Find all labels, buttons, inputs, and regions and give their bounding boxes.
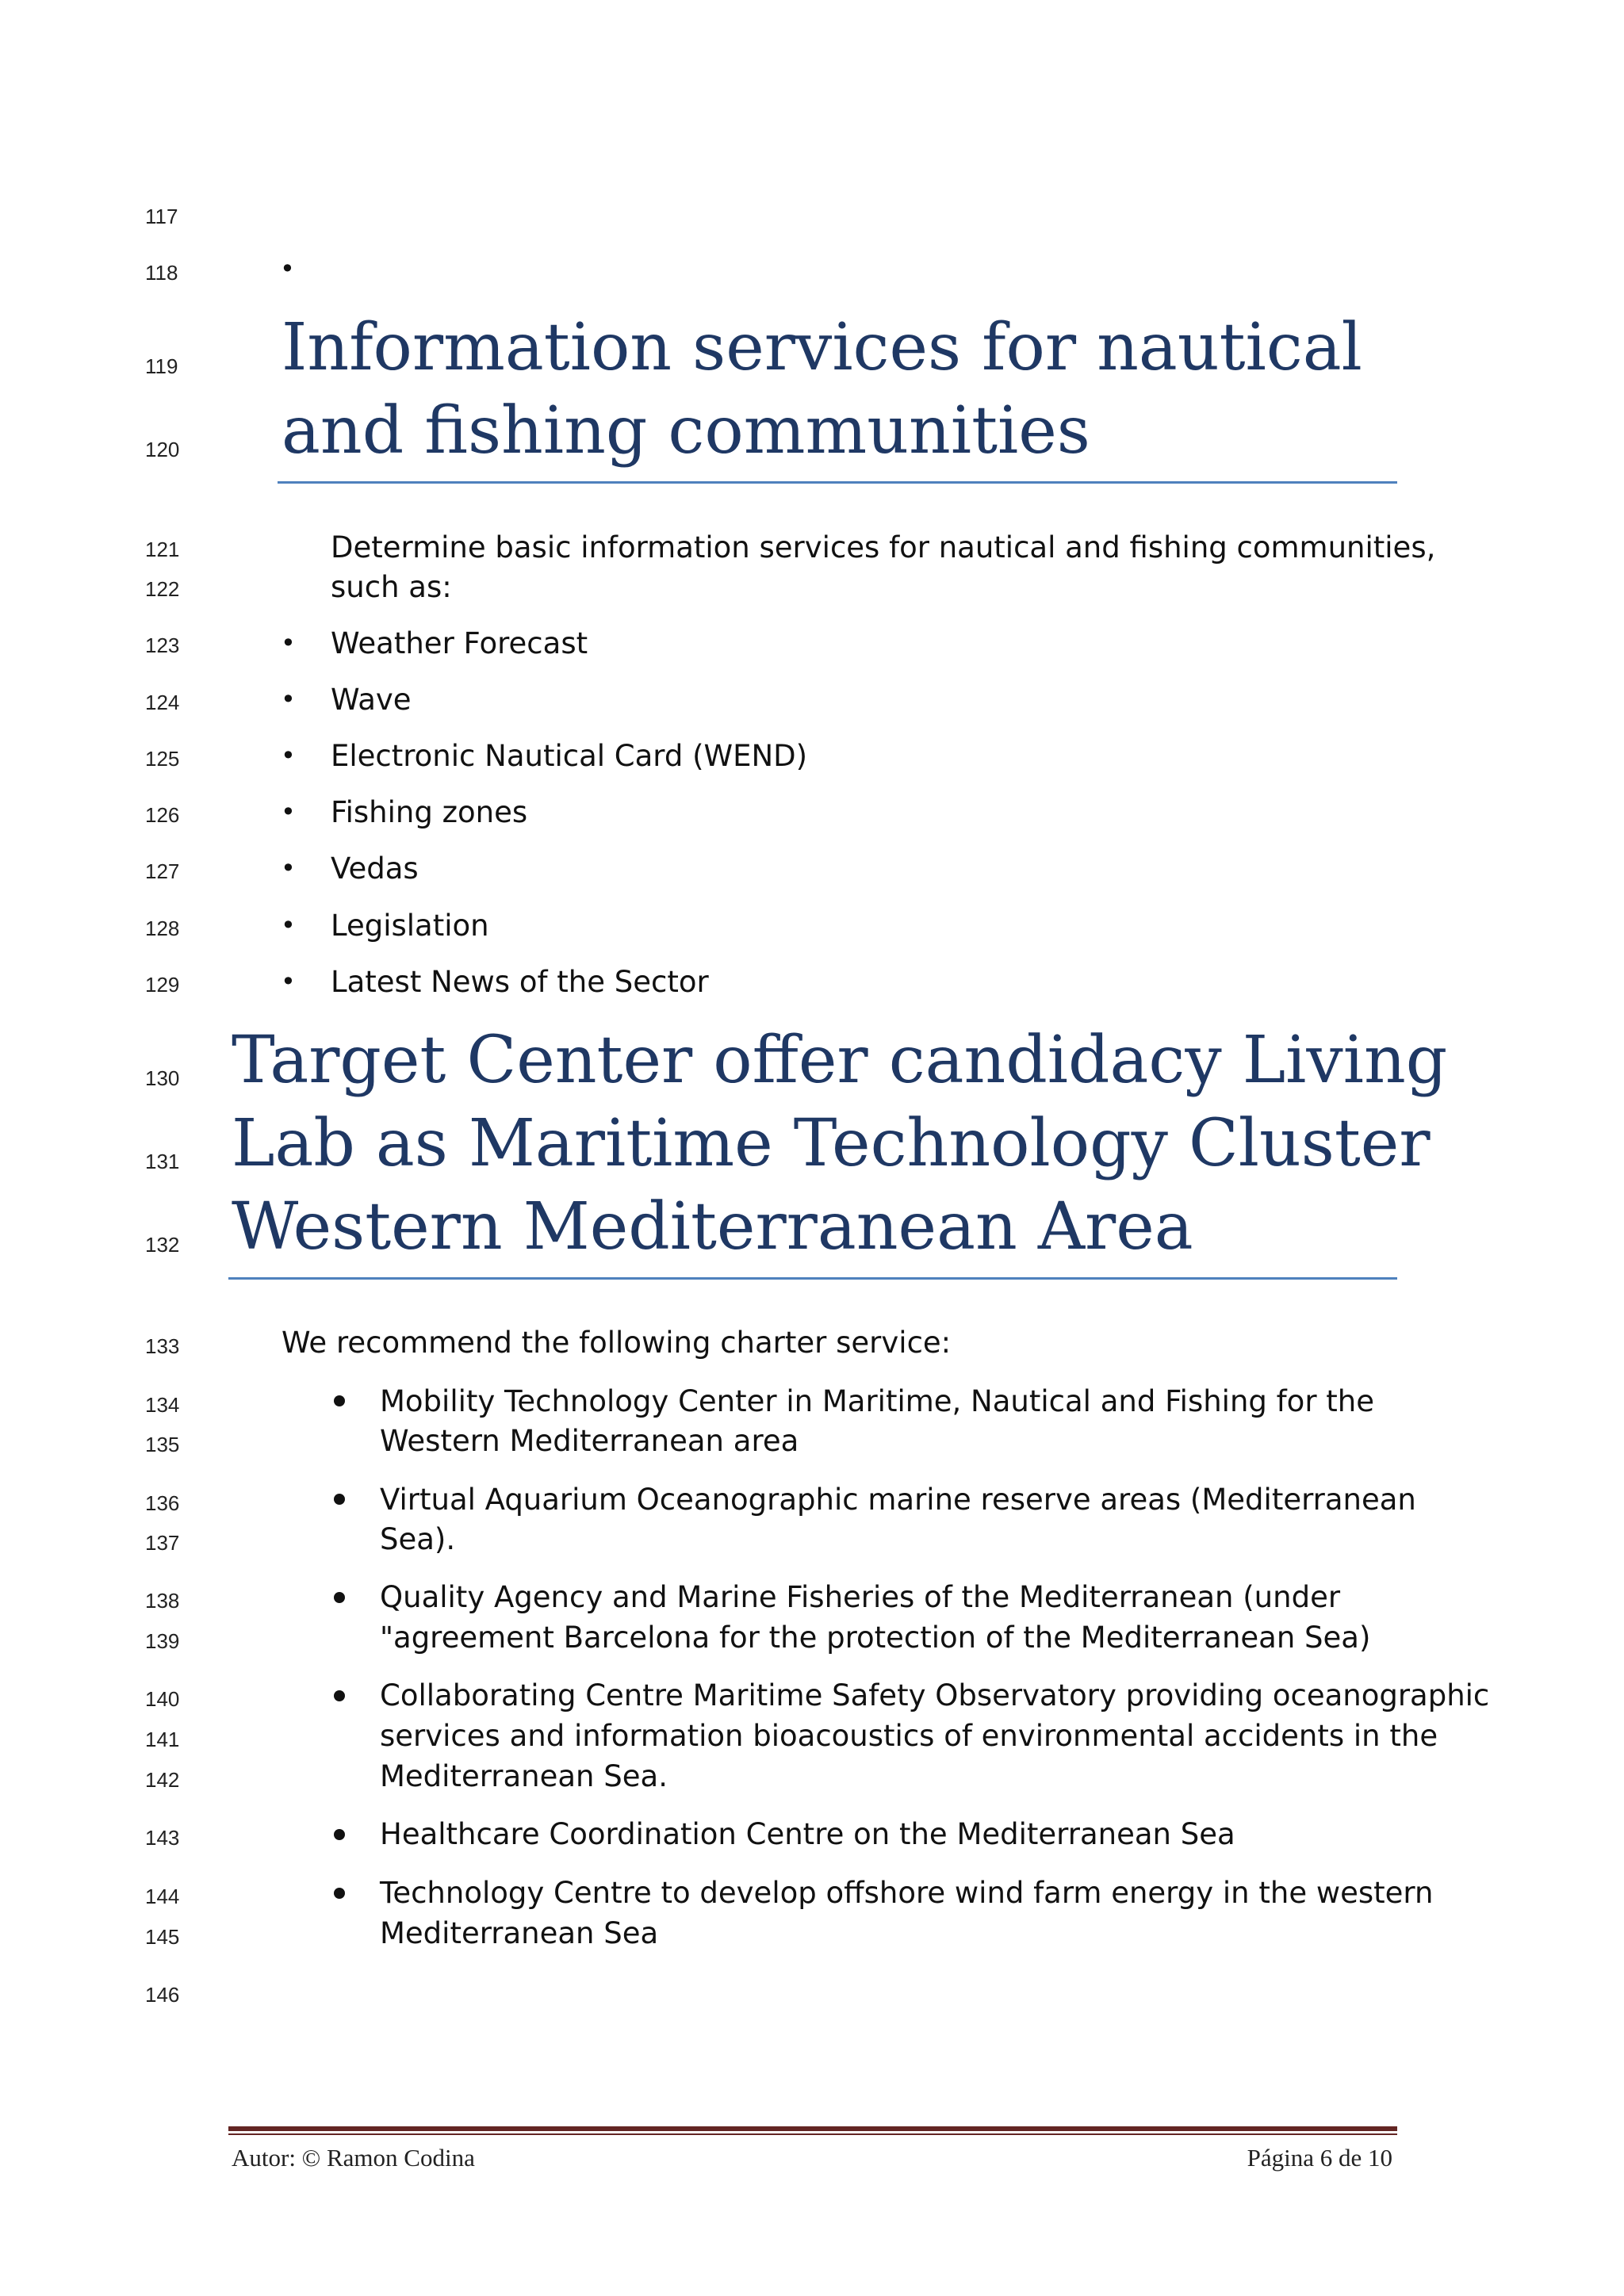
line-number: 131 bbox=[145, 1150, 180, 1173]
line-number: 120 bbox=[145, 438, 180, 461]
list-item-text: Mobility Technology Center in Maritime, Nautical and Fishing for the bbox=[380, 1384, 1375, 1418]
list-item-text: Virtual Aquarium Oceanographic marine reserve areas (Mediterranean bbox=[380, 1483, 1416, 1517]
list-item-text: Mediterranean Sea bbox=[380, 1916, 659, 1950]
line-number: 132 bbox=[145, 1233, 180, 1257]
line-number: 124 bbox=[145, 691, 180, 714]
bullet-dot bbox=[334, 1395, 345, 1406]
list-item-text: Technology Centre to develop offshore wind farm energy in the western bbox=[380, 1876, 1434, 1910]
bullet-glyph: • bbox=[281, 740, 296, 771]
line-number: 130 bbox=[145, 1066, 180, 1090]
heading-underline bbox=[228, 1277, 1397, 1280]
list-item-text: Weather Forecast bbox=[331, 626, 588, 660]
list-item-text: Healthcare Coordination Centre on the Mediterranean Sea bbox=[380, 1817, 1235, 1851]
bullet-glyph: • bbox=[281, 966, 296, 997]
section-heading-line: Western Mediterranean Area bbox=[232, 1189, 1193, 1265]
line-number: 135 bbox=[145, 1433, 180, 1456]
line-number: 146 bbox=[145, 1983, 180, 2007]
line-number: 122 bbox=[145, 577, 180, 601]
line-number: 125 bbox=[145, 747, 180, 771]
bullet-dot bbox=[334, 1592, 345, 1603]
list-item-text: Legislation bbox=[331, 909, 489, 943]
section-heading-line: and fishing communities bbox=[282, 393, 1090, 469]
heading-underline bbox=[278, 481, 1397, 484]
line-number: 134 bbox=[145, 1393, 180, 1417]
footer-rule bbox=[228, 2126, 1397, 2131]
bullet-dot bbox=[334, 1888, 345, 1899]
section-heading-line: Target Center offer candidacy Living bbox=[232, 1023, 1448, 1098]
list-item-text: Wave bbox=[331, 683, 412, 717]
bullet-dot bbox=[334, 1690, 345, 1701]
line-number: 137 bbox=[145, 1531, 180, 1555]
line-number: 143 bbox=[145, 1826, 180, 1850]
line-number: 128 bbox=[145, 916, 180, 940]
line-number: 126 bbox=[145, 803, 180, 827]
bullet-glyph: • bbox=[281, 797, 296, 827]
list-item-text: Fishing zones bbox=[331, 795, 528, 829]
line-number: 145 bbox=[145, 1925, 180, 1949]
list-item-text: Collaborating Centre Maritime Safety Observatory providing oceanographic bbox=[380, 1678, 1490, 1712]
footer-rule-thin bbox=[228, 2133, 1397, 2135]
line-number: 118 bbox=[145, 261, 178, 285]
line-number: 127 bbox=[145, 859, 180, 883]
list-item-text: Latest News of the Sector bbox=[331, 965, 709, 999]
intro-text: We recommend the following charter service: bbox=[282, 1326, 952, 1360]
empty-bullet: • bbox=[280, 254, 295, 284]
bullet-glyph: • bbox=[281, 853, 296, 883]
section-heading-line: Lab as Maritime Technology Cluster bbox=[232, 1106, 1431, 1181]
list-item-text: Western Mediterranean area bbox=[380, 1424, 799, 1458]
line-number: 117 bbox=[145, 205, 178, 228]
list-item-text: Vedas bbox=[331, 851, 419, 886]
list-item-text: Sea). bbox=[380, 1522, 456, 1556]
section-heading-line: Information services for nautical bbox=[282, 310, 1362, 385]
bullet-glyph: • bbox=[281, 910, 296, 940]
line-number: 141 bbox=[145, 1728, 180, 1751]
bullet-dot bbox=[334, 1494, 345, 1505]
list-item-text: Quality Agency and Marine Fisheries of the Mediterranean (under bbox=[380, 1580, 1341, 1614]
list-item-text: services and information bioacoustics of environmental accidents in the bbox=[380, 1719, 1438, 1753]
intro-text-line: Determine basic information services for nautical and fishing communities, bbox=[331, 530, 1436, 564]
line-number: 144 bbox=[145, 1885, 180, 1908]
footer-page-number: Página 6 de 10 bbox=[1247, 2144, 1392, 2172]
list-item-text: Electronic Nautical Card (WEND) bbox=[331, 739, 808, 773]
line-number: 142 bbox=[145, 1768, 180, 1792]
list-item-text: "agreement Barcelona for the protection of the Mediterranean Sea) bbox=[380, 1621, 1371, 1655]
line-number: 123 bbox=[145, 633, 180, 657]
intro-text-line: such as: bbox=[331, 570, 452, 604]
line-number: 129 bbox=[145, 973, 180, 997]
footer-author: Autor: © Ramon Codina bbox=[232, 2144, 475, 2172]
line-number: 138 bbox=[145, 1589, 180, 1613]
line-number: 121 bbox=[145, 538, 180, 561]
bullet-glyph: • bbox=[281, 684, 296, 714]
line-number: 119 bbox=[145, 354, 178, 378]
bullet-dot bbox=[334, 1829, 345, 1840]
line-number: 136 bbox=[145, 1491, 180, 1515]
line-number: 133 bbox=[145, 1334, 180, 1358]
list-item-text: Mediterranean Sea. bbox=[380, 1759, 668, 1793]
bullet-glyph: • bbox=[281, 628, 296, 658]
line-number: 140 bbox=[145, 1687, 180, 1711]
line-number: 139 bbox=[145, 1629, 180, 1653]
